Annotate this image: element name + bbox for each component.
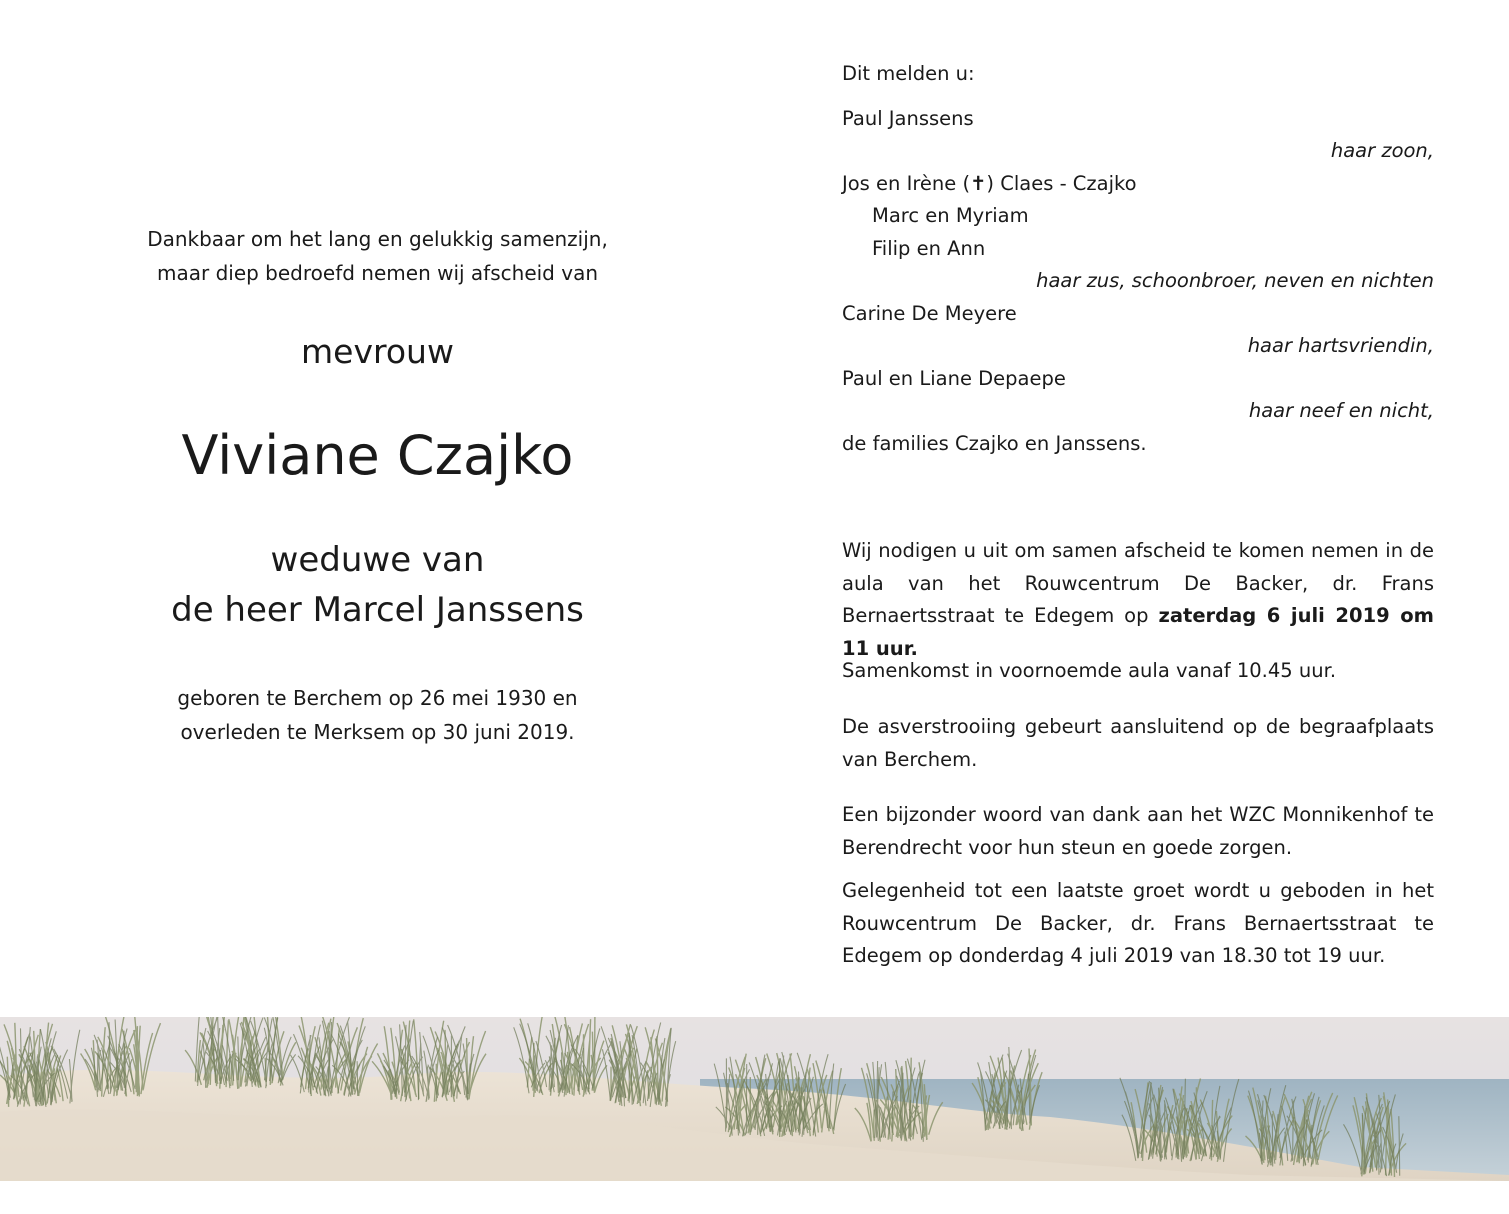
- family-announcement: [842, 58, 1434, 460]
- scattering-paragraph: De asverstrooiing gebeurt aansluitend op de begraafplaats van Berchem.: [842, 715, 1434, 771]
- family-member: Filip en Ann: [872, 236, 986, 260]
- family-list: [842, 103, 1434, 461]
- intro-line-1: Dankbaar om het lang en gelukkig samenzijn,: [147, 227, 608, 251]
- death-line: overleden te Merksem op 30 juni 2019.: [180, 720, 575, 744]
- family-relation: haar hartsvriendin,: [1247, 334, 1434, 357]
- family-member: Marc en Myriam: [872, 204, 1029, 227]
- family-relation: haar zoon,: [1330, 139, 1434, 162]
- thanks-paragraph: Een bijzonder woord van dank aan het WZC Monnikenhof te Berendrecht voor hun steun en goede zorgen.: [842, 803, 1434, 859]
- intro-line-2: maar diep bedroefd nemen wij afscheid van: [157, 261, 598, 285]
- birth-line: geboren te Berchem op 26 mei 1930 en: [177, 686, 578, 710]
- gathering-paragraph: Samenkomst in voornoemde aula vanaf 10.45 uur.: [842, 659, 1337, 682]
- farewell-paragraph: Gelegenheid tot een laatste groet wordt u geboden in het Rouwcentrum De Backer, dr. Frans Bernaertsstraat te Edegem op donderdag 4 juli 2019 van 18.30 tot 19 uur.: [842, 879, 1434, 967]
- family-relation: haar neef en nicht,: [1248, 399, 1434, 422]
- family-member: de families Czajko en Janssens.: [842, 431, 1147, 455]
- announce-heading: Dit melden u:: [842, 62, 975, 85]
- intro-text: [90, 222, 665, 290]
- family-member: Carine De Meyere: [842, 301, 1017, 325]
- family-relation: haar zus, schoonbroer, neven en nichten: [1036, 269, 1434, 292]
- widow-line-2: de heer Marcel Janssens: [171, 590, 584, 630]
- family-member: Paul Janssens: [842, 106, 974, 130]
- ceremony-date: zaterdag 6 juli 2019 om 11 uur.: [842, 604, 1434, 660]
- life-dates: [90, 681, 665, 749]
- invitation-paragraph: [842, 535, 1434, 665]
- family-member: Paul en Liane Depaepe: [842, 366, 1066, 390]
- deceased-name: Viviane Czajko: [181, 424, 574, 487]
- family-member: Jos en Irène (✝) Claes - Czajko: [842, 171, 1137, 195]
- dune-landscape-image: [0, 1017, 1509, 1181]
- widow-line-1: weduwe van: [270, 540, 485, 580]
- widow-of: [90, 535, 665, 635]
- invitation-text: Wij nodigen u uit om samen afscheid te komen nemen in de aula van het Rouwcentrum De Backer, dr. Frans Bernaertsstraat te Edegem op: [842, 539, 1434, 627]
- honorific: mevrouw: [301, 332, 454, 371]
